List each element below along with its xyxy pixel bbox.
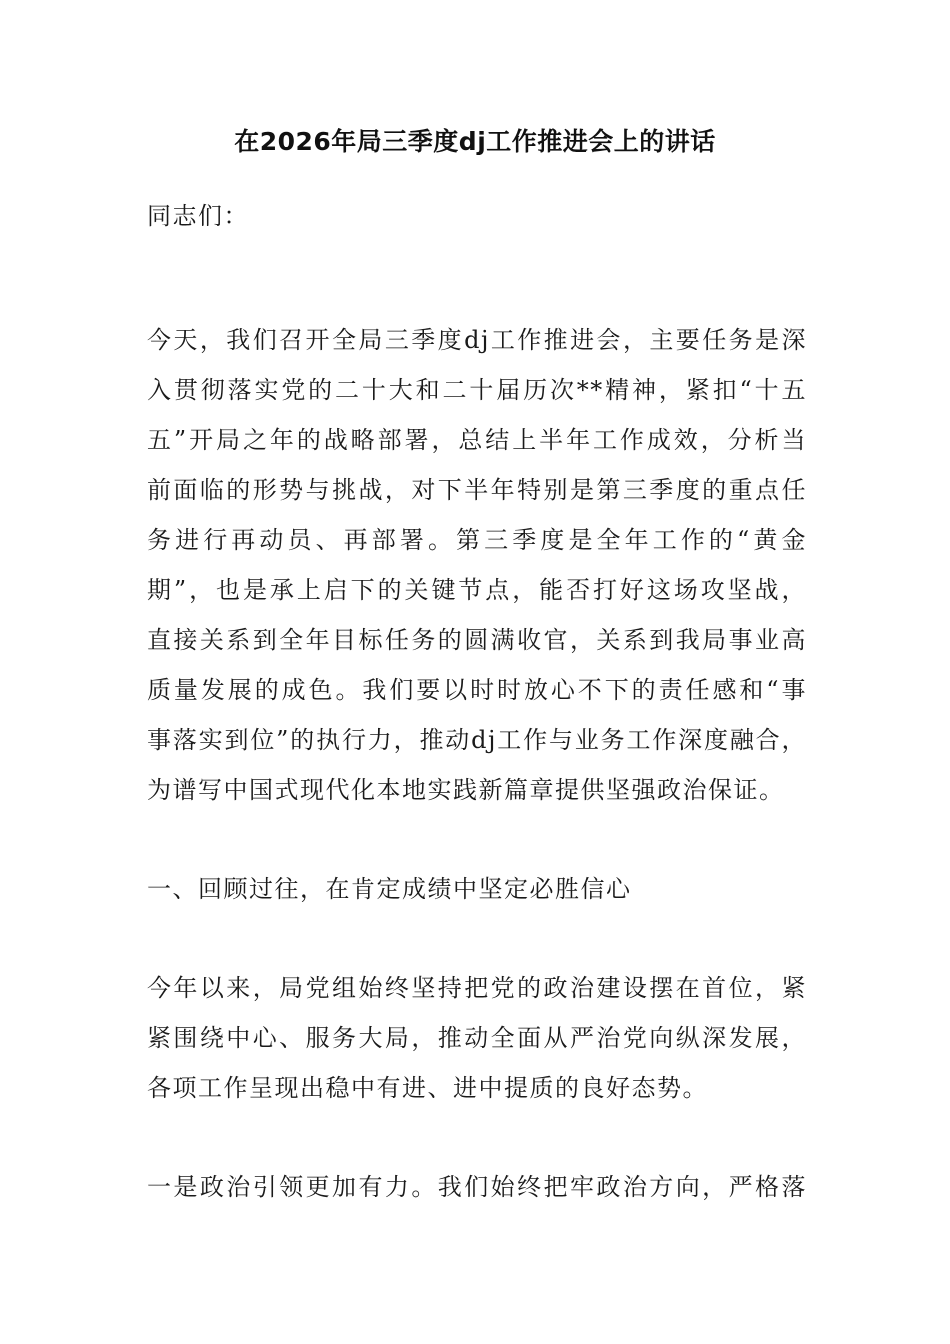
paragraph-line: 期”，也是承上启下的关键节点，能否打好这场攻坚战， <box>147 576 807 604</box>
paragraph-line: 为谱写中国式现代化本地实践新篇章提供坚强政治保证。 <box>147 776 785 804</box>
paragraph-line: 务进行再动员、再部署。第三季度是全年工作的“黄金 <box>147 526 807 554</box>
intro-paragraph <box>147 315 807 815</box>
paragraph-line: 今年以来，局党组始终坚持把党的政治建设摆在首位，紧 <box>147 974 807 1002</box>
greeting-line: 同志们： <box>147 202 249 230</box>
section-heading <box>147 864 807 914</box>
point-paragraph <box>147 1162 807 1212</box>
paragraph-line: 紧围绕中心、服务大局，推动全面从严治党向纵深发展， <box>147 1024 807 1052</box>
paragraph-line: 入贯彻落实党的二十大和二十届历次**精神，紧扣“十五 <box>147 376 807 404</box>
document-title: 在2026年局三季度dj工作推进会上的讲话 <box>234 127 716 156</box>
paragraph-line: 五”开局之年的战略部署，总结上半年工作成效，分析当 <box>147 426 807 454</box>
paragraph-line: 事落实到位”的执行力，推动dj工作与业务工作深度融合， <box>147 726 807 754</box>
paragraph-line: 一是政治引领更加有力。我们始终把牢政治方向，严格落 <box>147 1173 807 1201</box>
paragraph-line: 直接关系到全年目标任务的圆满收官，关系到我局事业高 <box>147 626 807 654</box>
paragraph-line: 质量发展的成色。我们要以时时放心不下的责任感和“事 <box>147 676 807 704</box>
section-paragraph <box>147 963 807 1113</box>
paragraph-line: 今天，我们召开全局三季度dj工作推进会，主要任务是深 <box>147 326 807 354</box>
paragraph-line: 前面临的形势与挑战，对下半年特别是第三季度的重点任 <box>147 476 807 504</box>
section-heading-line: 一、回顾过往，在肯定成绩中坚定必胜信心 <box>147 875 632 903</box>
greeting <box>147 191 807 241</box>
paragraph-line: 各项工作呈现出稳中有进、进中提质的良好态势。 <box>147 1074 708 1102</box>
